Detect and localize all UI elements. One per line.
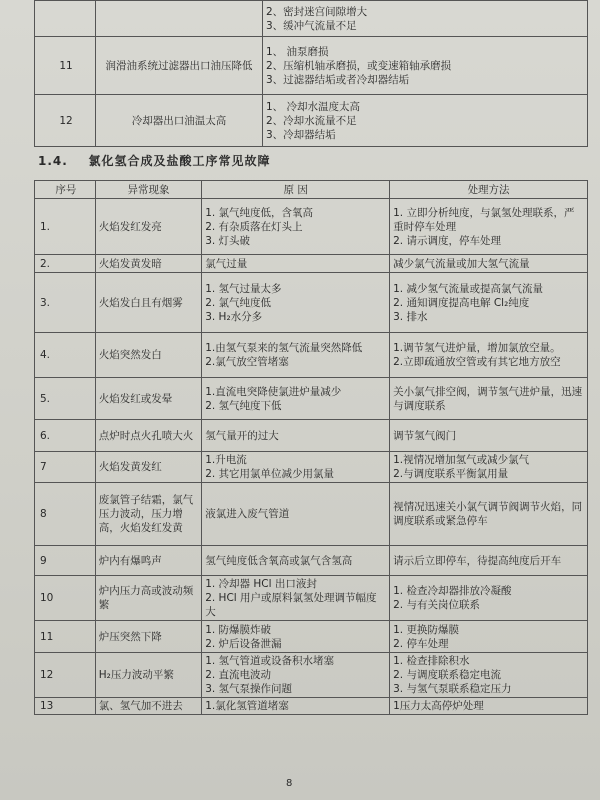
- cause-cell: [263, 95, 588, 147]
- row-number: [35, 1, 96, 37]
- cause-line: 3、缓冲气流量不足: [266, 19, 357, 32]
- action-line: 1压力太高停炉处理: [393, 700, 484, 712]
- symptom-cell: [96, 1, 263, 37]
- cause-cell: [202, 420, 390, 452]
- row-number: 3.: [35, 273, 96, 333]
- action-cell: [390, 546, 588, 576]
- table-row: [35, 37, 588, 95]
- cause-line: 3、冷却器结垢: [266, 128, 336, 141]
- action-cell: [390, 255, 588, 273]
- action-line: 2. 通知调度提高电解 Cl₂纯度: [393, 296, 530, 309]
- cause-line: 1.由氢气泵来的氢气流量突然降低: [205, 342, 363, 354]
- header-cause: 原 因: [202, 181, 390, 199]
- cause-line: 1. 氢气管道或设备积水堵塞: [205, 655, 335, 667]
- section-number: 1.4.: [38, 154, 68, 168]
- action-line: 2. 停车处理: [393, 637, 449, 650]
- cause-line: 1. 冷却器 HCl 出口液封: [205, 578, 317, 590]
- action-cell: [390, 378, 588, 420]
- symptom-cell: 火焰发红或发晕: [95, 378, 201, 420]
- symptom-cell: 点炉时点火孔喷大火: [95, 420, 201, 452]
- symptom-cell: 火焰突然发白: [95, 333, 201, 378]
- cause-line: 2. 有杂质落在灯头上: [205, 220, 303, 233]
- action-line: 2. 请示调度，停车处理: [393, 234, 501, 247]
- action-line: 1.视情况增加氢气或减少氯气: [393, 454, 530, 466]
- symptom-cell: 炉内有爆鸣声: [95, 546, 201, 576]
- action-line: 1.调节氢气进炉量，增加氯放空量。: [393, 342, 561, 354]
- cause-cell: [202, 546, 390, 576]
- fault-table: [34, 180, 588, 715]
- cause-line: 2. 其它用氯单位减少用氯量: [205, 468, 335, 480]
- cause-line: 3. 灯头破: [205, 234, 251, 247]
- row-number: 13: [35, 698, 96, 715]
- cause-cell: [202, 333, 390, 378]
- table-row: [35, 653, 588, 698]
- row-number: 12: [35, 653, 96, 698]
- action-line: 2.与调度联系平衡氯用量: [393, 468, 509, 480]
- action-cell: [390, 420, 588, 452]
- symptom-cell: 炉压突然下降: [95, 621, 201, 653]
- symptom-cell: 火焰发红发亮: [95, 199, 201, 255]
- cause-line: 3、过滤器结垢或者冷却器结垢: [266, 73, 410, 86]
- symptom-cell: 润滑油系统过滤器出口油压降低: [96, 37, 263, 95]
- table-row: [35, 1, 588, 37]
- action-line: 请示后立即停车，待提高纯度后开车: [393, 554, 562, 567]
- cause-cell: [263, 37, 588, 95]
- action-line: 减少氯气流量或加大氢气流量: [393, 257, 530, 270]
- header-action: 处理方法: [390, 181, 588, 199]
- previous-fault-table: [34, 0, 588, 147]
- action-line: 关小氯气排空阀，调节氢气进炉量，迅速与调度联系: [393, 385, 583, 412]
- symptom-cell: 废氯管子结霜，氯气压力波动，压力增高，火焰发红发黄: [95, 483, 201, 546]
- cause-line: 2、压缩机轴承磨损，或变速箱轴承磨损: [266, 59, 452, 72]
- cause-cell: [202, 698, 390, 715]
- cause-cell: [202, 452, 390, 483]
- row-number: 9: [35, 546, 96, 576]
- action-line: 1. 检查排除积水: [393, 655, 470, 667]
- cause-line: 2. 直流电波动: [205, 669, 272, 681]
- cause-line: 2. HCl 用户或原料氯氢处理调节幅度大: [205, 592, 377, 618]
- action-cell: [390, 576, 588, 621]
- cause-cell: [202, 273, 390, 333]
- cause-cell: [202, 199, 390, 255]
- row-number: 5.: [35, 378, 96, 420]
- action-line: 1. 立即分析纯度，与氯氢处理联系，严重时停车处理: [393, 206, 575, 233]
- page-number: 8: [286, 778, 293, 789]
- row-number: 1.: [35, 199, 96, 255]
- row-number: 6.: [35, 420, 96, 452]
- header-number: 序号: [35, 181, 96, 199]
- action-line: 3. 排水: [393, 310, 428, 323]
- row-number: 12: [35, 95, 96, 147]
- cause-cell: [202, 653, 390, 698]
- cause-line: 氢气量开的过大: [205, 429, 279, 442]
- table-row: [35, 452, 588, 483]
- table-row: [35, 420, 588, 452]
- table-row: [35, 333, 588, 378]
- cause-line: 1.直流电突降使氯进炉量减少: [205, 385, 342, 398]
- cause-line: 2.氯气放空管堵塞: [205, 356, 289, 368]
- action-cell: [390, 199, 588, 255]
- cause-line: 氯气过量: [205, 257, 248, 270]
- cause-line: 2. 氢气纯度下低: [205, 399, 282, 412]
- cause-line: 2、密封迷宫间隙增大: [266, 5, 368, 18]
- row-number: 4.: [35, 333, 96, 378]
- action-cell: [390, 483, 588, 546]
- row-number: 8: [35, 483, 96, 546]
- cause-line: 1、 油泵磨损: [266, 45, 329, 58]
- table-row: [35, 621, 588, 653]
- row-number: 11: [35, 621, 96, 653]
- action-cell: [390, 698, 588, 715]
- header-symptom: 异常现象: [95, 181, 201, 199]
- action-line: 3. 与氢气泵联系稳定压力: [393, 683, 512, 695]
- row-number: 2.: [35, 255, 96, 273]
- cause-line: 2、冷却水流量不足: [266, 114, 357, 127]
- symptom-cell: 火焰发黄发暗: [95, 255, 201, 273]
- table-row: [35, 378, 588, 420]
- cause-line: 2. 炉后设备泄漏: [205, 637, 282, 650]
- cause-cell: [202, 621, 390, 653]
- action-line: 1. 减少氢气流量或提高氯气流量: [393, 282, 543, 295]
- table-row: [35, 199, 588, 255]
- table-row: [35, 273, 588, 333]
- action-line: 1. 检查冷却器排放冷凝酸: [393, 585, 512, 597]
- cause-line: 液氯进入废气管道: [205, 508, 290, 520]
- table-row: [35, 483, 588, 546]
- cause-line: 1、 冷却水温度太高: [266, 100, 361, 113]
- cause-line: 3. 氢气泵操作问题: [205, 683, 293, 695]
- action-line: 2. 与有关岗位联系: [393, 599, 480, 611]
- cause-line: 1. 氢气过量太多: [205, 282, 282, 295]
- action-line: 调节氢气阀门: [393, 429, 457, 442]
- cause-cell: [202, 255, 390, 273]
- table-row: [35, 698, 588, 715]
- symptom-cell: 氯、氢气加不进去: [95, 698, 201, 715]
- cause-line: 1.升电流: [205, 454, 247, 466]
- table-row: [35, 546, 588, 576]
- action-cell: [390, 452, 588, 483]
- symptom-cell: 冷却器出口油温太高: [96, 95, 263, 147]
- action-line: 2.立即疏通放空管或有其它地方放空: [393, 356, 561, 368]
- cause-line: 2. 氯气纯度低: [205, 296, 272, 309]
- cause-line: 1. 防爆膜炸破: [205, 623, 272, 636]
- cause-cell: [263, 1, 588, 37]
- symptom-cell: H₂压力波动平繁: [95, 653, 201, 698]
- symptom-cell: 火焰发黄发红: [95, 452, 201, 483]
- cause-cell: [202, 483, 390, 546]
- action-cell: [390, 621, 588, 653]
- action-cell: [390, 273, 588, 333]
- section-heading: [38, 152, 271, 169]
- table-row: [35, 95, 588, 147]
- cause-cell: [202, 378, 390, 420]
- cause-line: 1. 氯气纯度低，含氧高: [205, 206, 314, 219]
- symptom-cell: 炉内压力高或波动频繁: [95, 576, 201, 621]
- cause-line: 1.氯化氢管道堵塞: [205, 700, 289, 712]
- action-line: 1. 更换防爆膜: [393, 623, 459, 636]
- row-number: 10: [35, 576, 96, 621]
- cause-line: 3. H₂水分多: [205, 310, 263, 323]
- action-line: 2. 与调度联系稳定电流: [393, 669, 501, 681]
- table-row: [35, 576, 588, 621]
- symptom-cell: 火焰发白且有烟雾: [95, 273, 201, 333]
- table-header-row: [35, 181, 588, 199]
- action-cell: [390, 333, 588, 378]
- row-number: 7: [35, 452, 96, 483]
- section-title: 氯化氢合成及盐酸工序常见故障: [88, 154, 271, 168]
- action-cell: [390, 653, 588, 698]
- cause-line: 氢气纯度低含氧高或氯气含氢高: [205, 554, 353, 567]
- action-line: 视情况迅速关小氯气调节阀调节火焰，同调度联系或紧急停车: [393, 501, 583, 527]
- table-row: [35, 255, 588, 273]
- row-number: 11: [35, 37, 96, 95]
- cause-cell: [202, 576, 390, 621]
